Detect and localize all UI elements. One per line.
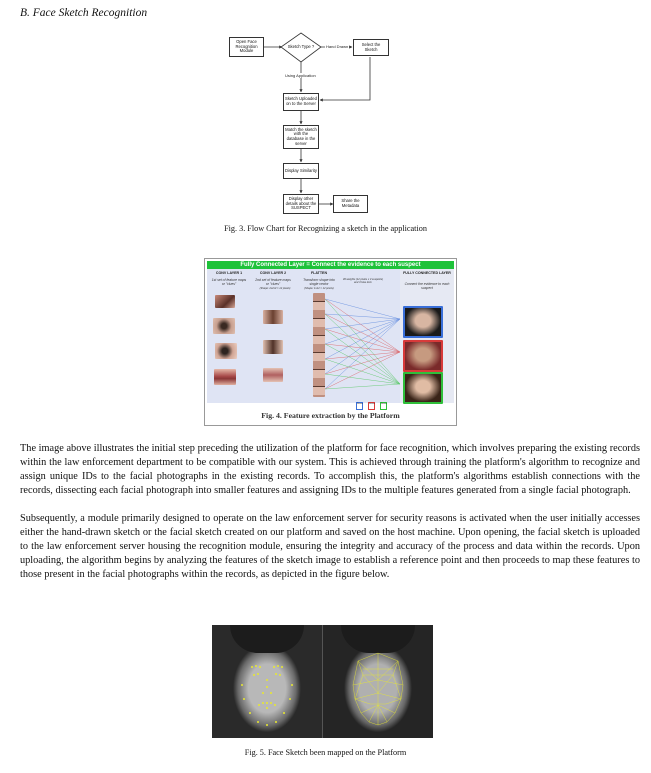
flowchart-figure	[0, 0, 651, 220]
col1-shape: (Shape: 2x2x3 = 12 pixels)	[259, 287, 291, 290]
col5-desc: Connect the evidence to each suspect	[404, 282, 450, 290]
flow-edge-using-application: Using Application	[285, 73, 316, 78]
body-paragraph-1	[20, 442, 640, 498]
suspect-photo-2	[403, 340, 443, 372]
flow-node-display-similarity: Display Similarity	[283, 163, 319, 179]
score-box-3: Score	[380, 402, 387, 410]
col5-title: FULLY CONNECTED LAYER	[403, 271, 451, 275]
feature-extraction-figure	[204, 258, 457, 426]
flow-node-uploaded: Sketch Uploaded on to the Server	[283, 93, 319, 111]
score-box-1: Score	[356, 402, 363, 410]
fig4-caption: Fig. 4. Feature extraction by the Platform	[261, 411, 400, 420]
flowchart-connectors	[0, 0, 651, 220]
flow-node-sketch-type: Sketch Type ?	[287, 44, 315, 50]
col1-title: CONV LAYER 1	[215, 271, 243, 275]
fig5-caption: Fig. 5. Face Sketch been mapped on the Platform	[244, 748, 407, 757]
face-mapping-figure	[212, 625, 433, 738]
suspect-photo-1	[403, 306, 443, 338]
flow-node-select-sketch: Select the Sketch	[353, 39, 389, 56]
col2-desc: 2nd set of feature maps or "clues"	[255, 278, 291, 286]
section-heading: B. Face Sketch Recognition	[20, 7, 148, 19]
flow-node-display-details: Display other details about the SUSPECT	[283, 194, 319, 214]
col3-title: FLATTEN	[310, 271, 328, 275]
col4-desc: 36 weights (12 pixels x 3 suspects) and 3 bias term	[342, 278, 384, 284]
paragraph-2-text: Subsequently, a module primarily designed to operate on the law enforcement server for security reasons is activated when the user initially accesses either the hand-drawn sketch or the facial sketch created on our platform and saved on the host machine. Upon opening, the facial sketch is uploaded to the law enforcement server housing the recognition module, ensuring the integrity and accuracy of the process and data within the records. Upon uploading, the algorithm begins by analyzing the features of the sketch image to establish a reference point and then proceeds to map these features to those present in the facial photographs within the records, as depicted in the figure below.	[20, 513, 640, 581]
flow-node-open-module: Open Face Recognition Module	[229, 37, 264, 57]
fig4-banner: Fully Connected Layer = Connect the evidence to each suspect	[207, 261, 454, 269]
col3-shape: (Shape: 1x12 = 12 pixels)	[304, 287, 334, 290]
flow-node-share-metadata: Share the Metadata	[333, 195, 368, 213]
landmark-overlay	[212, 625, 433, 738]
col2-title: CONV LAYER 2	[259, 271, 287, 275]
body-paragraph-2	[20, 512, 640, 582]
col1-desc: 1st set of feature maps or "clues"	[211, 278, 247, 286]
flow-edge-hand-drawn: Hand Drawn	[326, 44, 349, 49]
fig3-caption: Fig. 3. Flow Chart for Recognizing a sketch in the application	[224, 224, 427, 233]
paragraph-1-text: The image above illustrates the initial step preceding the utilization of the platform for face recognition, which involves preparing the existing records within the law enforcement department to be compatible with our system. This is achieved through training the platform's algorithm to recognize and assign unique IDs to the facial photographs in the existing records. To accomplish this, the platform's algorithms establish connections with the records, dissecting each facial photograph into smaller features and assigning IDs to the multiple features generated from a single facial photograph.	[20, 443, 640, 497]
suspect-photo-3	[403, 372, 443, 404]
score-box-2: Score	[368, 402, 375, 410]
flow-node-match: Match the sketch with the database in the server	[283, 125, 319, 149]
col3-desc: Transform shape into single vector	[303, 278, 335, 286]
